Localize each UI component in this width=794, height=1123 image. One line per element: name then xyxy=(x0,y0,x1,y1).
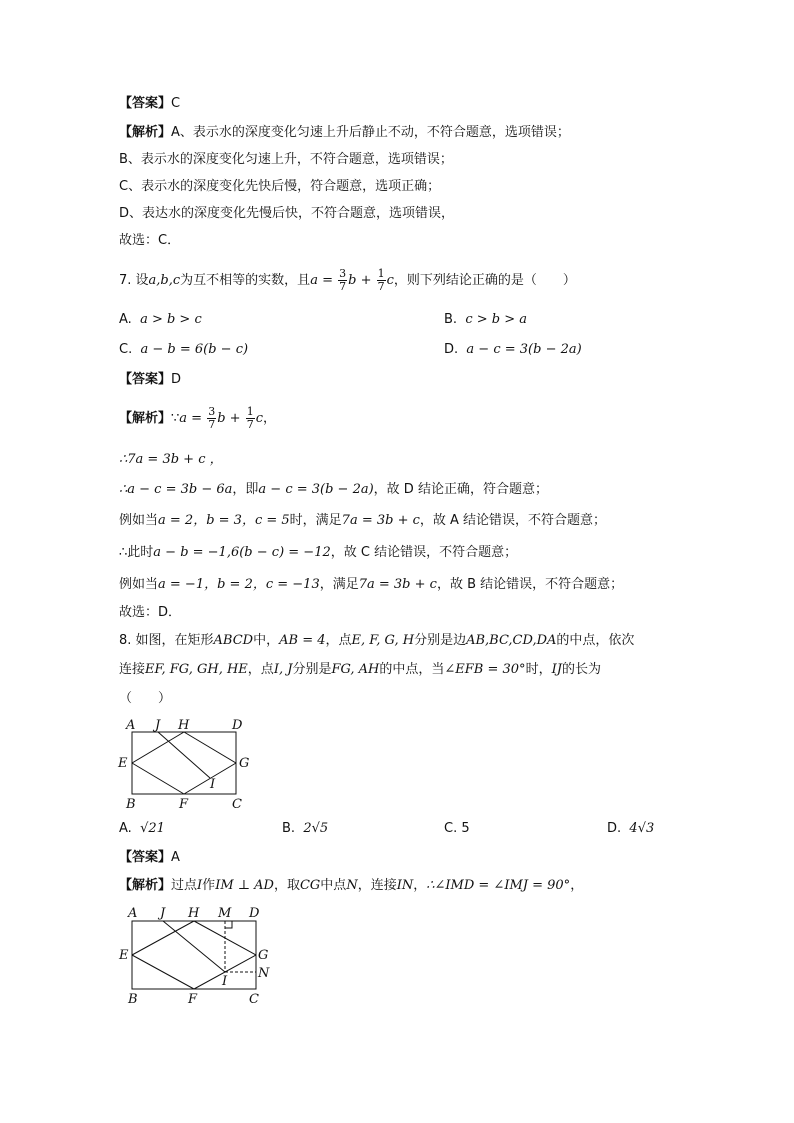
q8-a1-m5: IN xyxy=(396,878,414,893)
analysis-label: 【解析】 xyxy=(119,411,172,426)
q6-analysis-line3: C、表示水的深度变化先快后慢，符合题意，选项正确； xyxy=(119,179,441,194)
q8-s2-mid3: 的中点，当 xyxy=(379,662,445,677)
q6-answer: C xyxy=(171,96,181,111)
label-i: I xyxy=(210,777,216,792)
right-angle-mark xyxy=(225,921,232,928)
q7-s3-post: ，故 D 结论正确，符合题意； xyxy=(373,482,548,497)
label-n: N xyxy=(258,966,270,981)
q8-a1-mid2: ，取 xyxy=(273,878,300,893)
q7-option-a xyxy=(119,311,202,329)
q7-s1-lhs: a = xyxy=(179,411,207,426)
q8-a1-post: ， xyxy=(570,878,584,893)
q7-s6-post: ，故 B 结论错误，不符合题意； xyxy=(436,577,624,592)
answer-label: 【答案】 xyxy=(119,96,172,111)
label-c: C xyxy=(232,797,242,812)
option-label: C. xyxy=(444,821,458,836)
q8-option-b xyxy=(282,820,328,838)
q8-s1-m4: AB,BC,CD,DA xyxy=(466,633,557,648)
q7-answer-line xyxy=(119,371,181,389)
q8-s1-m3: E, F, G, H xyxy=(351,633,415,648)
q7-s4-post: ，故 A 结论错误，不符合题意； xyxy=(419,513,607,528)
q8-s1-m1: ABCD xyxy=(213,633,254,648)
option-text: 2√5 xyxy=(303,821,329,836)
label-g: G xyxy=(258,948,269,963)
q8-option-d xyxy=(607,820,654,838)
q7-s4-pre: 例如当 xyxy=(119,513,159,528)
q8-s2-mid4: 时， xyxy=(525,662,552,677)
q8-answer-line xyxy=(119,849,180,867)
answer-label: 【答案】 xyxy=(119,372,172,387)
q8-s2-m1: EF, FG, GH, HE xyxy=(145,662,248,677)
q7-s1-frac1 xyxy=(207,406,216,431)
q7-analysis-line1 xyxy=(119,406,276,431)
frac-num: 1 xyxy=(377,267,385,280)
q7-stem xyxy=(119,268,576,293)
q8-a1-m6: ∴∠IMD = ∠IMJ = 90° xyxy=(426,878,571,893)
q7-s5-post: ，故 C 结论错误，不符合题意； xyxy=(330,545,518,560)
q7-analysis-line6 xyxy=(119,576,623,594)
q7-s5-math: a − b = −1,6(b − c) = −12 xyxy=(153,545,331,560)
option-text: a > b > c xyxy=(140,312,202,327)
frac-num: 1 xyxy=(246,405,254,418)
label-j: J xyxy=(160,906,166,921)
q8-a1-mid4: ，连接 xyxy=(357,878,397,893)
label-d: D xyxy=(232,718,243,733)
segment-ji xyxy=(163,921,225,972)
label-f: F xyxy=(188,992,198,1007)
label-i: I xyxy=(222,974,228,989)
q7-stem-post: ，则下列结论正确的是（ ） xyxy=(393,273,576,288)
q8-s2-mid2: 分别是 xyxy=(292,662,332,677)
q8-analysis-line1 xyxy=(119,877,583,895)
q6-conclusion: 故选：C． xyxy=(119,233,181,248)
q7-option-c xyxy=(119,341,248,359)
q7-s2: ∴7a = 3b + c ， xyxy=(119,452,223,467)
q8-s2-post: 的长为 xyxy=(561,662,601,677)
q7-vars: a,b,c xyxy=(148,273,181,288)
label-m: M xyxy=(218,906,232,921)
option-text: a − c = 3(b − 2a) xyxy=(466,342,582,357)
q8-s2-m3: FG, AH xyxy=(331,662,380,677)
rect-abcd xyxy=(132,921,256,989)
rect-abcd xyxy=(132,732,236,794)
q8-s2-m4: ∠EFB = 30° xyxy=(444,662,526,677)
option-label: D. xyxy=(444,342,459,357)
label-j: J xyxy=(155,718,161,733)
q6-line1-text: A、表示水的深度变化匀速上升后静止不动，不符合题意，选项错误； xyxy=(171,125,570,140)
q7-answer: D xyxy=(171,372,182,387)
q8-s1-pre: 8. 如图，在矩形 xyxy=(119,633,214,648)
q8-figure-1 xyxy=(115,712,255,812)
q8-a1-mid3: 中点 xyxy=(320,878,347,893)
q8-s2-pre: 连接 xyxy=(119,662,146,677)
q8-s2-m2: I, J xyxy=(273,662,293,677)
q6-analysis-line4: D、表达水的深度变化先慢后快，不符合题意，选项错误， xyxy=(119,206,455,221)
q7-eq-lhs: a = xyxy=(310,273,338,288)
label-f: F xyxy=(179,797,189,812)
q7-option-b xyxy=(444,311,527,329)
q6-analysis-line1 xyxy=(119,124,570,142)
q8-a1-m3: CG xyxy=(299,878,321,893)
q7-frac1 xyxy=(338,268,347,293)
segment-fe xyxy=(132,955,194,989)
option-label: B. xyxy=(444,312,458,327)
q8-option-a xyxy=(119,820,165,838)
since-symbol: ∵ xyxy=(171,411,180,426)
label-h: H xyxy=(178,718,190,733)
segment-ji xyxy=(158,732,210,778)
q7-stem-mid: 为互不相等的实数，且 xyxy=(180,273,311,288)
q7-analysis-line5 xyxy=(119,544,517,562)
option-label: A. xyxy=(119,821,132,836)
frac-num: 3 xyxy=(208,405,216,418)
q8-a1-m4: N xyxy=(346,878,358,893)
label-e: E xyxy=(119,948,129,963)
q7-conclusion: 故选：D． xyxy=(119,605,182,620)
label-a: A xyxy=(126,718,136,733)
answer-label: 【答案】 xyxy=(119,850,172,865)
frac-den: 7 xyxy=(377,280,385,293)
q7-s6-mid: ，满足 xyxy=(319,577,359,592)
label-a: A xyxy=(128,906,138,921)
q7-s4-mid: 时，满足 xyxy=(289,513,342,528)
q8-stem-line1 xyxy=(119,632,634,650)
q7-s3-math2: a − c = 3(b − 2a) xyxy=(258,482,374,497)
option-text: 4√3 xyxy=(629,821,655,836)
q8-s2-mid: ，点 xyxy=(247,662,274,677)
q7-frac2 xyxy=(377,268,386,293)
q7-s6-math: a = −1，b = 2，c = −13 xyxy=(158,577,320,592)
q8-s1-m2: AB = 4 xyxy=(279,633,326,648)
option-text: √21 xyxy=(140,821,165,836)
q7-analysis-line4 xyxy=(119,512,606,530)
q7-v2: c xyxy=(386,273,394,288)
label-c: C xyxy=(249,992,259,1007)
q8-a1-pre: 过点 xyxy=(171,878,198,893)
segment-hg xyxy=(184,732,236,763)
q7-stem-pre: 7. 设 xyxy=(119,273,149,288)
option-label: B. xyxy=(282,821,296,836)
q7-s1-post: ， xyxy=(262,411,276,426)
q6-answer-line xyxy=(119,95,180,113)
q7-analysis-line2 xyxy=(119,451,223,469)
label-h: H xyxy=(188,906,200,921)
q7-v1: b + xyxy=(348,273,376,288)
q8-option-c xyxy=(444,820,470,838)
q8-s2-m5: IJ xyxy=(551,662,562,677)
segment-eh xyxy=(132,921,194,955)
segment-fe xyxy=(132,763,184,794)
q7-s6-pre: 例如当 xyxy=(119,577,159,592)
analysis-label: 【解析】 xyxy=(119,125,172,140)
q8-s1-mid: 中， xyxy=(253,633,280,648)
q8-s1-post: 的中点，依次 xyxy=(556,633,635,648)
option-text: c > b > a xyxy=(465,312,527,327)
q8-stem-line2 xyxy=(119,661,601,679)
option-label: A. xyxy=(119,312,132,327)
q8-a1-mid: 作 xyxy=(202,878,216,893)
q8-answer: A xyxy=(171,850,180,865)
label-b: B xyxy=(126,797,136,812)
q7-s4-math2: 7a = 3b + c xyxy=(341,513,420,528)
q7-s1-v2: c xyxy=(255,411,263,426)
frac-den: 7 xyxy=(208,418,216,431)
q8-s1-mid3: 分别是边 xyxy=(414,633,467,648)
q8-figure-2 xyxy=(115,900,275,1010)
q7-s6-math2: 7a = 3b + c xyxy=(358,577,437,592)
label-b: B xyxy=(128,992,138,1007)
q7-option-d xyxy=(444,341,582,359)
q7-analysis-line3 xyxy=(119,481,548,499)
q8-stem-line3: （ ） xyxy=(119,691,172,706)
analysis-label: 【解析】 xyxy=(119,878,172,893)
option-label: D. xyxy=(607,821,622,836)
label-d: D xyxy=(249,906,260,921)
q7-s4-math: a = 2，b = 3，c = 5 xyxy=(158,513,290,528)
q7-s3-math: ∴a − c = 3b − 6a xyxy=(119,482,233,497)
q7-s1-frac2 xyxy=(246,406,255,431)
q8-a1-m2: IM ⊥ AD xyxy=(215,878,274,893)
q6-analysis-line2: B、表示水的深度变化匀速上升，不符合题意，选项错误； xyxy=(119,152,453,167)
frac-den: 7 xyxy=(246,418,254,431)
frac-num: 3 xyxy=(339,267,347,280)
q7-s5-pre: ∴此时 xyxy=(119,545,154,560)
option-label: C. xyxy=(119,342,133,357)
label-e: E xyxy=(118,756,128,771)
q7-s3-mid: ，即 xyxy=(232,482,259,497)
q7-s1-v1: b + xyxy=(217,411,245,426)
label-g: G xyxy=(239,756,250,771)
q8-a1-m1: I xyxy=(197,878,203,893)
option-text: 5 xyxy=(461,821,470,836)
frac-den: 7 xyxy=(339,280,347,293)
q8-s1-mid2: ，点 xyxy=(325,633,352,648)
q8-a1-mid5: ， xyxy=(413,878,427,893)
option-text: a − b = 6(b − c) xyxy=(140,342,249,357)
